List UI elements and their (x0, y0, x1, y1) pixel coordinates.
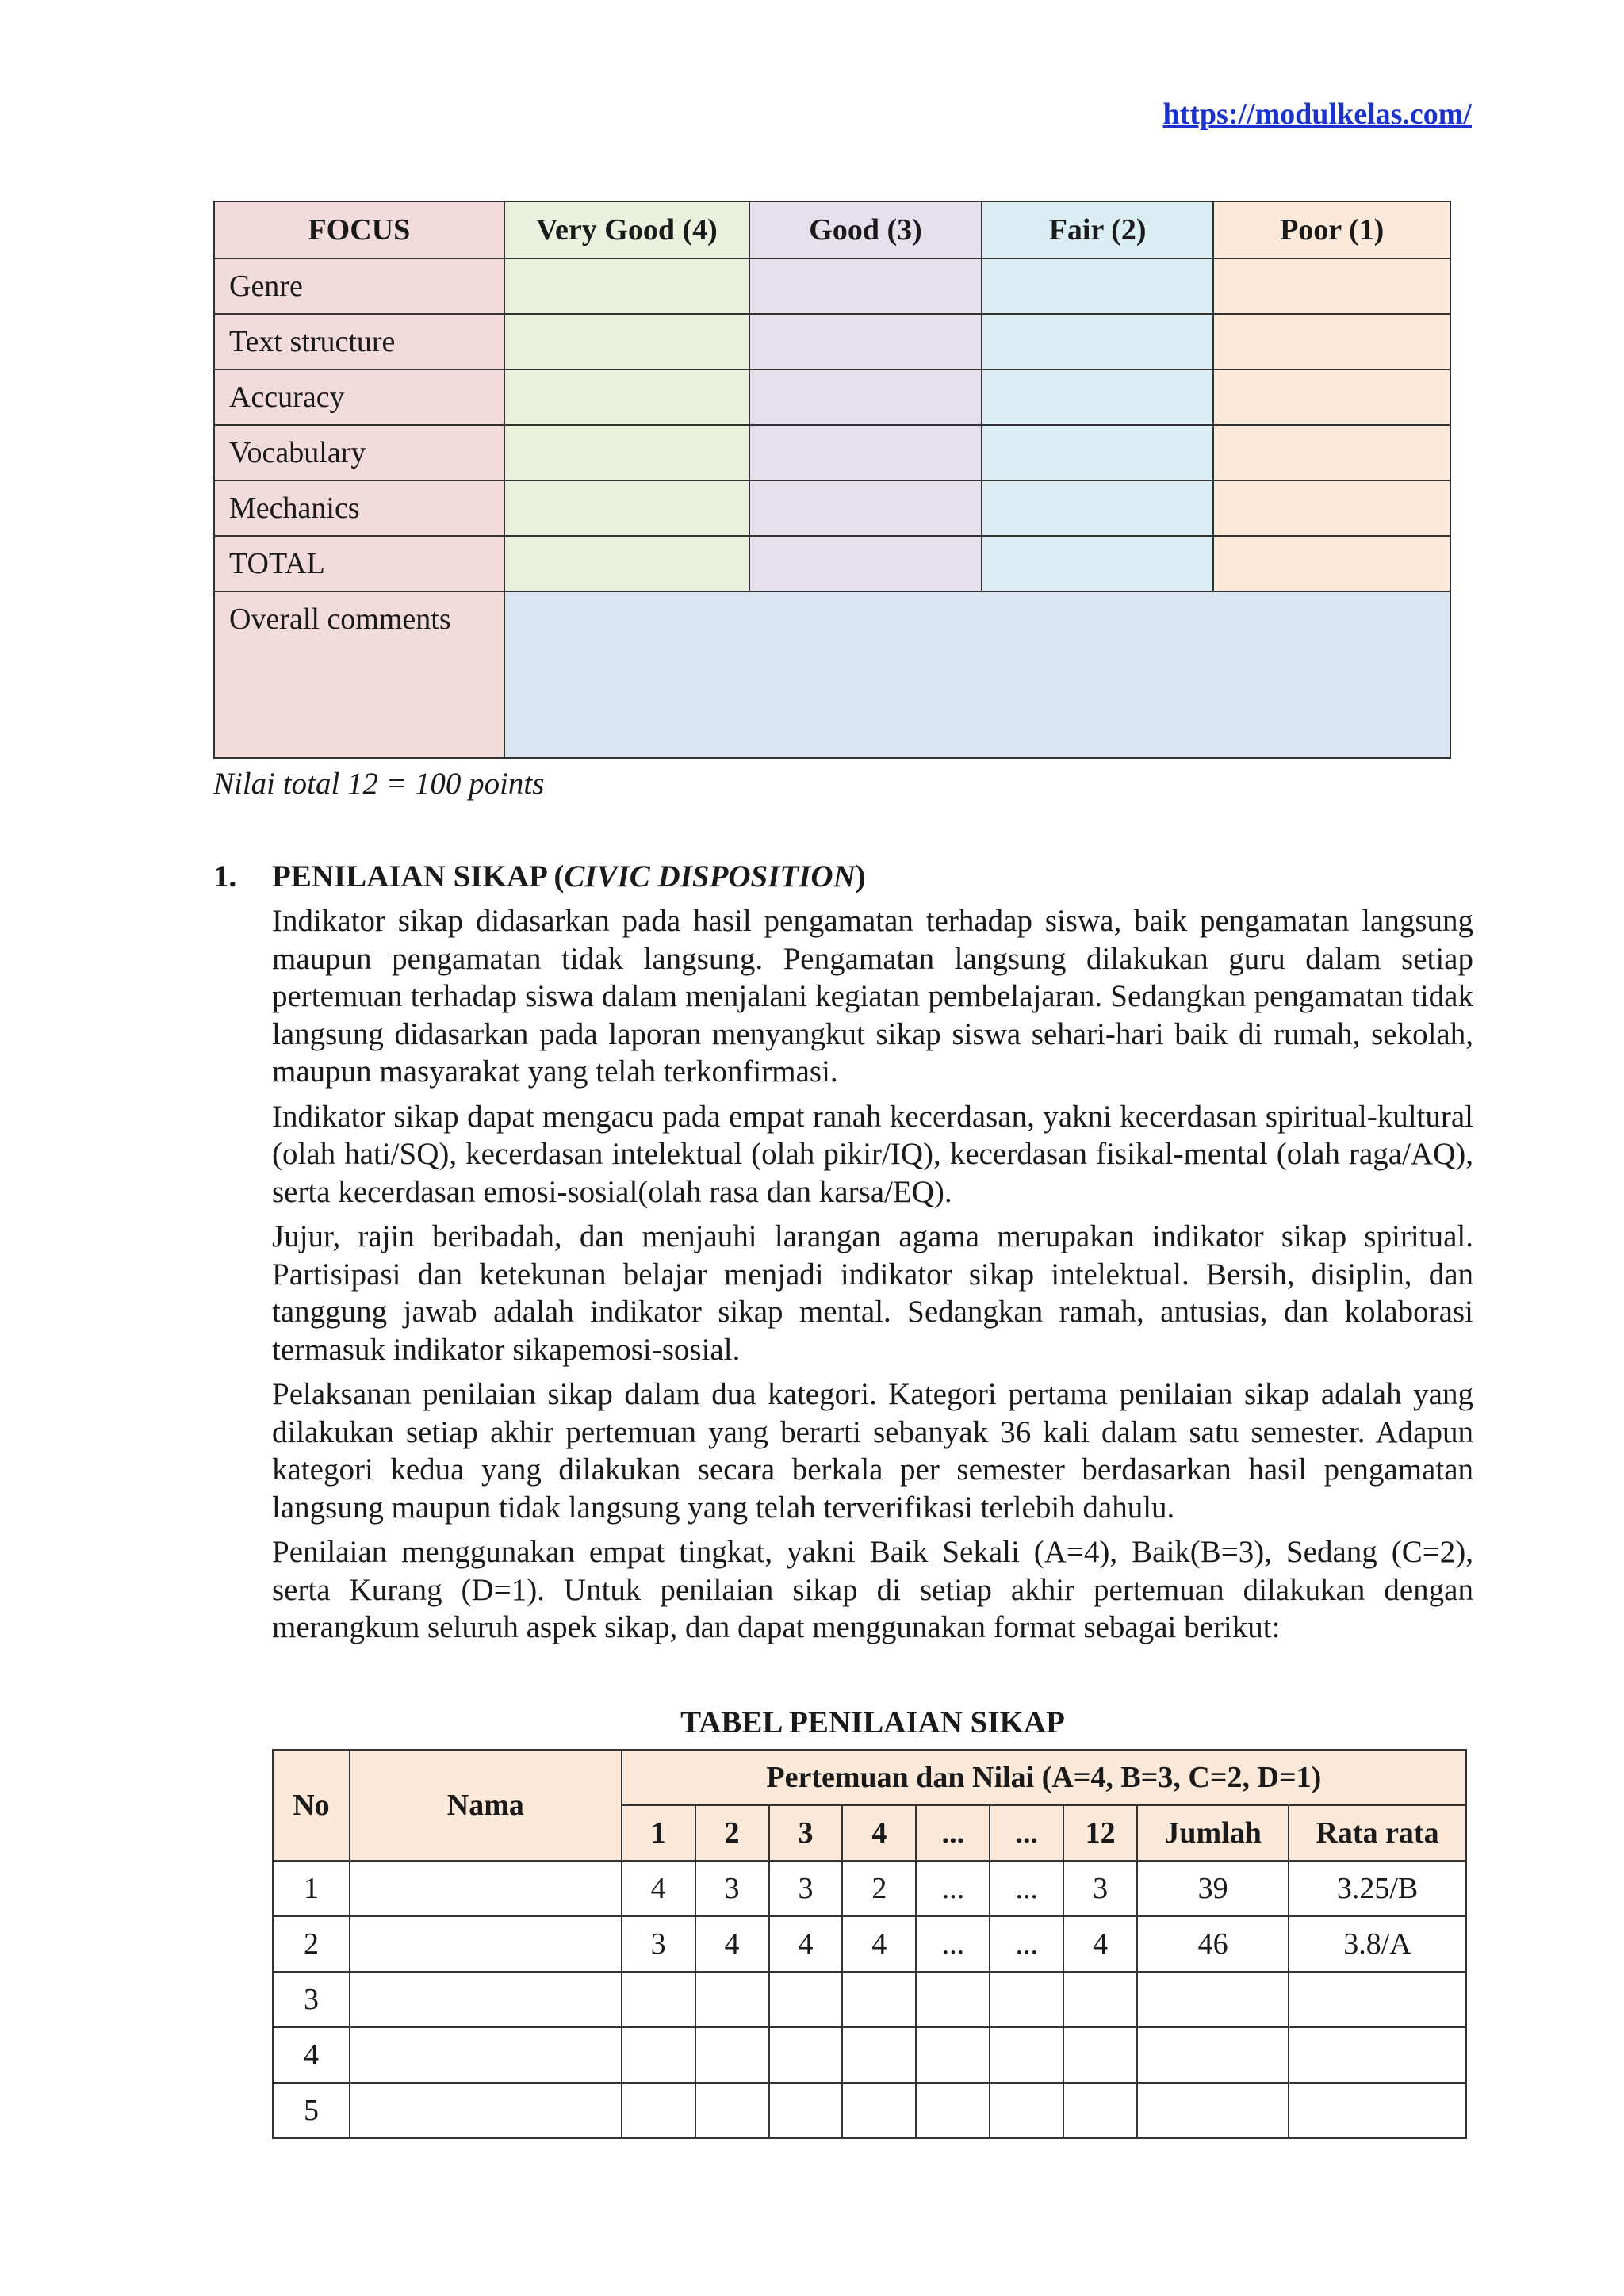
subheader: 1 (622, 1805, 695, 1861)
cell-score[interactable] (842, 1972, 916, 2027)
rubric-cell[interactable] (749, 369, 982, 425)
rubric-cell[interactable] (504, 369, 750, 425)
rubric-row (214, 314, 1450, 369)
rubric-cell[interactable] (749, 258, 982, 314)
table-title: TABEL PENILAIAN SIKAP (680, 1705, 1065, 1739)
cell-score[interactable]: 4 (1063, 1916, 1137, 1972)
section-number: 1. (213, 859, 237, 894)
cell-score[interactable]: ... (990, 1916, 1063, 1972)
section-title-prefix: PENILAIAN SIKAP ( (272, 859, 565, 894)
comments-label: Overall comments (214, 591, 504, 758)
table-row (273, 1972, 1466, 2027)
rubric-header-fair: Fair (2) (982, 201, 1214, 258)
rubric-cell[interactable] (982, 258, 1214, 314)
cell-score[interactable]: ... (916, 1861, 990, 1916)
rubric-row-label: Text structure (214, 314, 504, 369)
table-body (273, 1861, 1466, 2138)
subheader: 4 (842, 1805, 916, 1861)
cell-score[interactable] (916, 2083, 990, 2138)
rubric-header-good: Good (3) (749, 201, 982, 258)
cell-score[interactable] (842, 2027, 916, 2083)
rubric-row (214, 425, 1450, 480)
cell-score[interactable]: 3.25/B (1289, 1861, 1466, 1916)
rubric-row (214, 369, 1450, 425)
rubric-cell[interactable] (982, 425, 1214, 480)
cell-score[interactable] (916, 1972, 990, 2027)
rubric-row-label: Genre (214, 258, 504, 314)
paragraph: Pelaksanan penilaian sikap dalam dua kategori. Kategori pertama penilaian sikap adalah yang dilakukan setiap akhir pertemuan yang berarti sebanyak 36 kali dalam satu semester. Adapun kategori kedua yang dilakukan secara berkala per semester berdasarkan hasil pengamatan langsung maupun tidak langsung yang telah terverifikasi terlebih dahulu. (272, 1377, 1473, 1525)
rubric-row-label: TOTAL (214, 536, 504, 591)
cell-score[interactable]: 4 (769, 1916, 843, 1972)
cell-no: 2 (273, 1916, 350, 1972)
rubric-row (214, 258, 1450, 314)
rubric-row-label: Vocabulary (214, 425, 504, 480)
rubric-cell[interactable] (1213, 425, 1450, 480)
cell-score[interactable]: ... (916, 1916, 990, 1972)
cell-score[interactable]: 39 (1137, 1861, 1289, 1916)
rubric-cell[interactable] (749, 480, 982, 536)
rubric-header-focus: FOCUS (214, 201, 504, 258)
cell-score[interactable] (1137, 2083, 1289, 2138)
header-group: Pertemuan dan Nilai (A=4, B=3, C=2, D=1) (622, 1750, 1466, 1805)
section-title-italic: CIVIC DISPOSITION (564, 859, 856, 894)
cell-score[interactable] (1289, 2027, 1466, 2083)
cell-score[interactable]: 3 (769, 1861, 843, 1916)
cell-score[interactable] (622, 1972, 695, 2027)
rubric-cell[interactable] (982, 314, 1214, 369)
cell-score[interactable] (1063, 2083, 1137, 2138)
cell-score[interactable] (842, 2083, 916, 2138)
rubric-header-row (214, 201, 1450, 258)
rubric-row-total (214, 536, 1450, 591)
cell-score[interactable] (695, 1972, 769, 2027)
table-row (273, 1861, 1466, 1916)
section-title-suffix: ) (855, 859, 866, 894)
cell-score[interactable] (695, 2083, 769, 2138)
rubric-cell[interactable] (504, 314, 750, 369)
cell-score[interactable] (622, 2083, 695, 2138)
cell-score[interactable] (990, 2083, 1063, 2138)
rubric-header-very-good: Very Good (4) (504, 201, 750, 258)
header-no: No (273, 1750, 350, 1861)
rubric-table (213, 201, 1451, 759)
cell-score[interactable] (769, 2083, 843, 2138)
cell-nama[interactable] (350, 1916, 622, 1972)
rubric-cell[interactable] (749, 314, 982, 369)
subheader: 12 (1063, 1805, 1137, 1861)
cell-score[interactable]: 3 (622, 1916, 695, 1972)
rubric-cell[interactable] (749, 425, 982, 480)
rubric-row-label: Accuracy (214, 369, 504, 425)
cell-no: 1 (273, 1861, 350, 1916)
section-body (272, 902, 1473, 1654)
cell-no: 3 (273, 1972, 350, 2027)
cell-no: 5 (273, 2083, 350, 2138)
rubric-cell[interactable] (982, 369, 1214, 425)
cell-score[interactable]: 3.8/A (1289, 1916, 1466, 1972)
cell-score[interactable] (1137, 2027, 1289, 2083)
subheader-jumlah: Jumlah (1137, 1805, 1289, 1861)
paragraph: Indikator sikap dapat mengacu pada empat ranah kecerdasan, yakni kecerdasan spiritual-kultural (olah hati/SQ), kecerdasan intelektual (olah pikir/IQ), kecerdasan fisikal-mental (olah raga/AQ), serta kecerdasan emosi-sosial(olah rasa dan karsa/EQ). (272, 1099, 1473, 1209)
comments-field[interactable] (504, 591, 1450, 758)
source-link[interactable]: https://modulkelas.com/ (1162, 98, 1472, 131)
rubric-cell[interactable] (1213, 536, 1450, 591)
cell-score[interactable] (622, 2027, 695, 2083)
rubric-cell[interactable] (1213, 480, 1450, 536)
subheader: 2 (695, 1805, 769, 1861)
rubric-comments-row (214, 591, 1450, 758)
subheader-rata-rata: Rata rata (1289, 1805, 1466, 1861)
cell-score[interactable] (916, 2027, 990, 2083)
rubric-cell[interactable] (504, 480, 750, 536)
cell-nama[interactable] (350, 2027, 622, 2083)
table-row (273, 2027, 1466, 2083)
table-row (273, 1916, 1466, 1972)
cell-score[interactable] (1063, 1972, 1137, 2027)
rubric-cell[interactable] (504, 536, 750, 591)
score-note: Nilai total 12 = 100 points (213, 767, 545, 801)
table-row (273, 2083, 1466, 2138)
cell-score[interactable]: 46 (1137, 1916, 1289, 1972)
rubric-header-poor: Poor (1) (1213, 201, 1450, 258)
subheader: 3 (769, 1805, 843, 1861)
cell-score[interactable]: 4 (622, 1861, 695, 1916)
paragraph: Indikator sikap didasarkan pada hasil pengamatan terhadap siswa, baik pengamatan langsung maupun pengamatan tidak langsung. Pengamatan langsung dilakukan guru dalam setiap pertemuan terhadap siswa dalam menjalani kegiatan pembelajaran. Sedangkan pengamatan tidak langsung didasarkan pada laporan menyangkut sikap siswa sehari-hari baik di rumah, sekolah, maupun masyarakat yang telah terkonfirmasi. (272, 904, 1473, 1089)
cell-no: 4 (273, 2027, 350, 2083)
header-nama: Nama (350, 1750, 622, 1861)
cell-score[interactable]: 2 (842, 1861, 916, 1916)
cell-score[interactable] (1137, 1972, 1289, 2027)
cell-score[interactable] (695, 2027, 769, 2083)
section-heading (213, 859, 866, 894)
cell-score[interactable]: ... (990, 1861, 1063, 1916)
rubric-cell[interactable] (982, 536, 1214, 591)
rubric-cell[interactable] (1213, 369, 1450, 425)
cell-score[interactable] (769, 1972, 843, 2027)
cell-score[interactable]: 3 (695, 1861, 769, 1916)
paragraph: Penilaian menggunakan empat tingkat, yakni Baik Sekali (A=4), Baik(B=3), Sedang (C=2), serta Kurang (D=1). Untuk penilaian sikap di setiap akhir pertemuan dilakukan dengan merangkum seluruh aspek sikap, dan dapat menggunakan format sebagai berikut: (272, 1535, 1473, 1644)
cell-nama[interactable] (350, 2083, 622, 2138)
cell-nama[interactable] (350, 1972, 622, 2027)
rubric-cell[interactable] (504, 425, 750, 480)
rubric-cell[interactable] (1213, 258, 1450, 314)
cell-score[interactable]: 3 (1063, 1861, 1137, 1916)
cell-score[interactable] (990, 1972, 1063, 2027)
cell-score[interactable] (990, 2027, 1063, 2083)
cell-score[interactable] (769, 2027, 843, 2083)
cell-score[interactable] (1063, 2027, 1137, 2083)
cell-score[interactable] (1289, 1972, 1466, 2027)
rubric-cell[interactable] (1213, 314, 1450, 369)
attitude-table (272, 1749, 1467, 2139)
rubric-cell[interactable] (982, 480, 1214, 536)
subheader: ... (990, 1805, 1063, 1861)
cell-score[interactable] (1289, 2083, 1466, 2138)
rubric-cell[interactable] (504, 258, 750, 314)
paragraph: Jujur, rajin beribadah, dan menjauhi larangan agama merupakan indikator sikap spiritual. Partisipasi dan ketekunan belajar menjadi indikator sikap intelektual. Bersih, disiplin, dan tanggung jawab adalah indikator sikap mental. Sedangkan ramah, antusias, dan kolaborasi termasuk indikator sikapemosi-sosial. (272, 1219, 1473, 1367)
cell-nama[interactable] (350, 1861, 622, 1916)
cell-score[interactable]: 4 (695, 1916, 769, 1972)
cell-score[interactable]: 4 (842, 1916, 916, 1972)
rubric-cell[interactable] (749, 536, 982, 591)
table-header-row (273, 1750, 1466, 1805)
rubric-row-label: Mechanics (214, 480, 504, 536)
rubric-row (214, 480, 1450, 536)
subheader: ... (916, 1805, 990, 1861)
